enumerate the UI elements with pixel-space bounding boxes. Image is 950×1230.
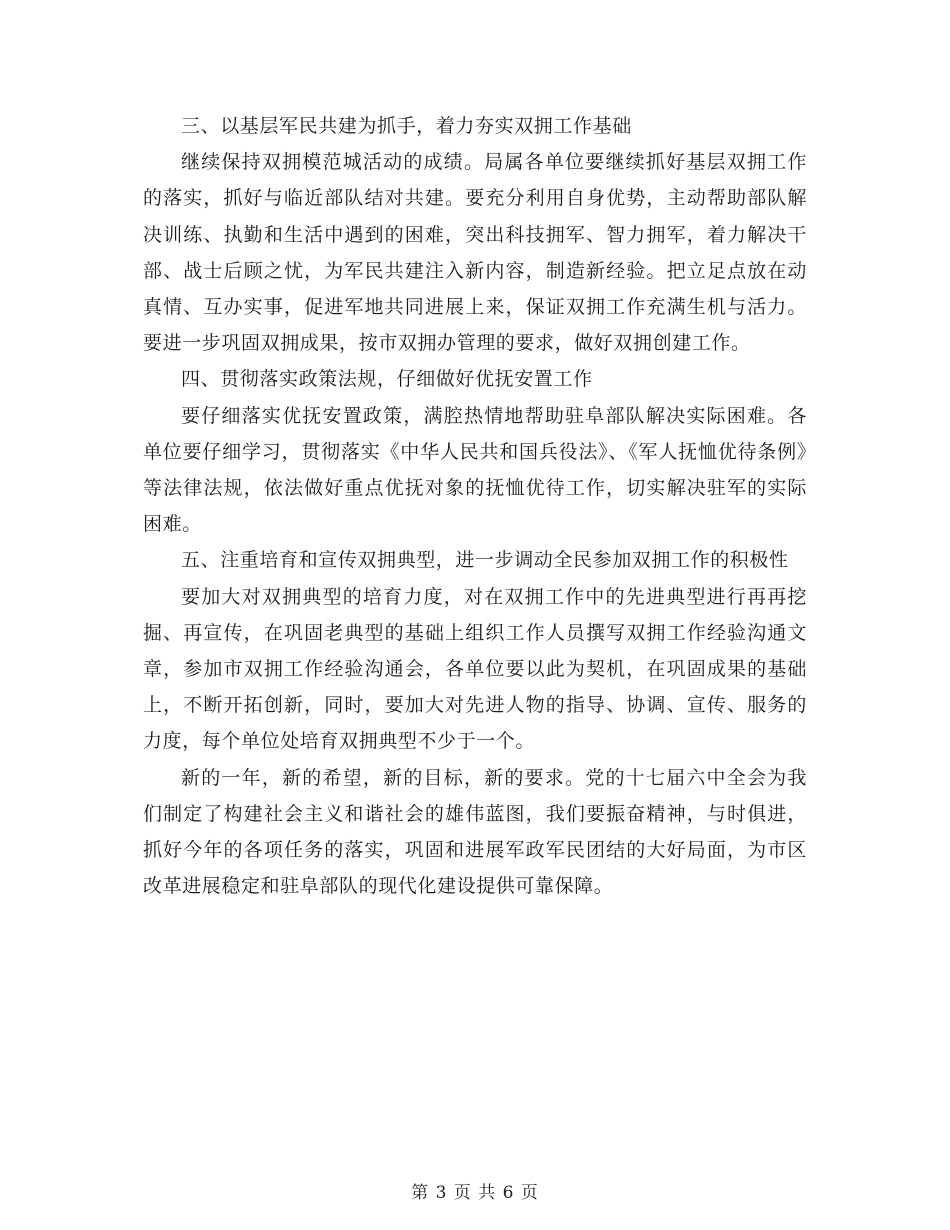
section-heading-3: 三、以基层军民共建为抓手，着力夯实双拥工作基础 [181, 115, 632, 137]
document-body [143, 108, 807, 904]
paragraph-section-5: 要加大对双拥典型的培育力度，对在双拥工作中的先进典型进行再再挖掘、再宣传，在巩固老典型的基础上组织工作人员撰写双拥工作经验沟通文章，参加市双拥工作经验沟通会，各单位要以此为契机，在巩固成果的基础上，不断开拓创新，同时，要加大对先进人物的指导、协调、宣传、服务的力度，每个单位处培育双拥典型不少于一个。 [143, 585, 807, 753]
section-heading-4: 四、贯彻落实政策法规，仔细做好优抚安置工作 [181, 368, 593, 391]
paragraph-section-3: 继续保持双拥模范城活动的成绩。局属各单位要继续抓好基层双拥工作的落实，抓好与临近部队结对共建。要充分利用自身优势，主动帮助部队解决训练、执勤和生活中遇到的困难，突出科技拥军、智力拥军，着力解决干部、战士后顾之忧，为军民共建注入新内容，制造新经验。把立足点放在动真情、互办实事，促进军地共同进展上来，保证双拥工作充满生机与活力。要进一步巩固双拥成果，按市双拥办管理的要求，做好双拥创建工作。 [143, 151, 807, 355]
paragraph-conclusion: 新的一年，新的希望，新的目标，新的要求。党的十七届六中全会为我们制定了构建社会主义和谐社会的雄伟蓝图，我们要振奋精神，与时俱进，抓好今年的各项任务的落实，巩固和进展军政军民团结的大好局面，为市区改革进展稳定和驻阜部队的现代化建设提供可靠保障。 [143, 766, 807, 898]
page-number-footer: 第 3 页 共 6 页 [411, 1183, 539, 1203]
section-heading-5: 五、注重培育和宣传双拥典型，进一步调动全民参加双拥工作的积极性 [181, 549, 789, 572]
paragraph-section-4: 要仔细落实优抚安置政策，满腔热情地帮助驻阜部队解决实际困难。各单位要仔细学习，贯彻落实《中华人民共和国兵役法》、《军人抚恤优待条例》等法律法规，依法做好重点优抚对象的抚恤优待工作，切实解决驻军的实际困难。 [143, 404, 807, 536]
